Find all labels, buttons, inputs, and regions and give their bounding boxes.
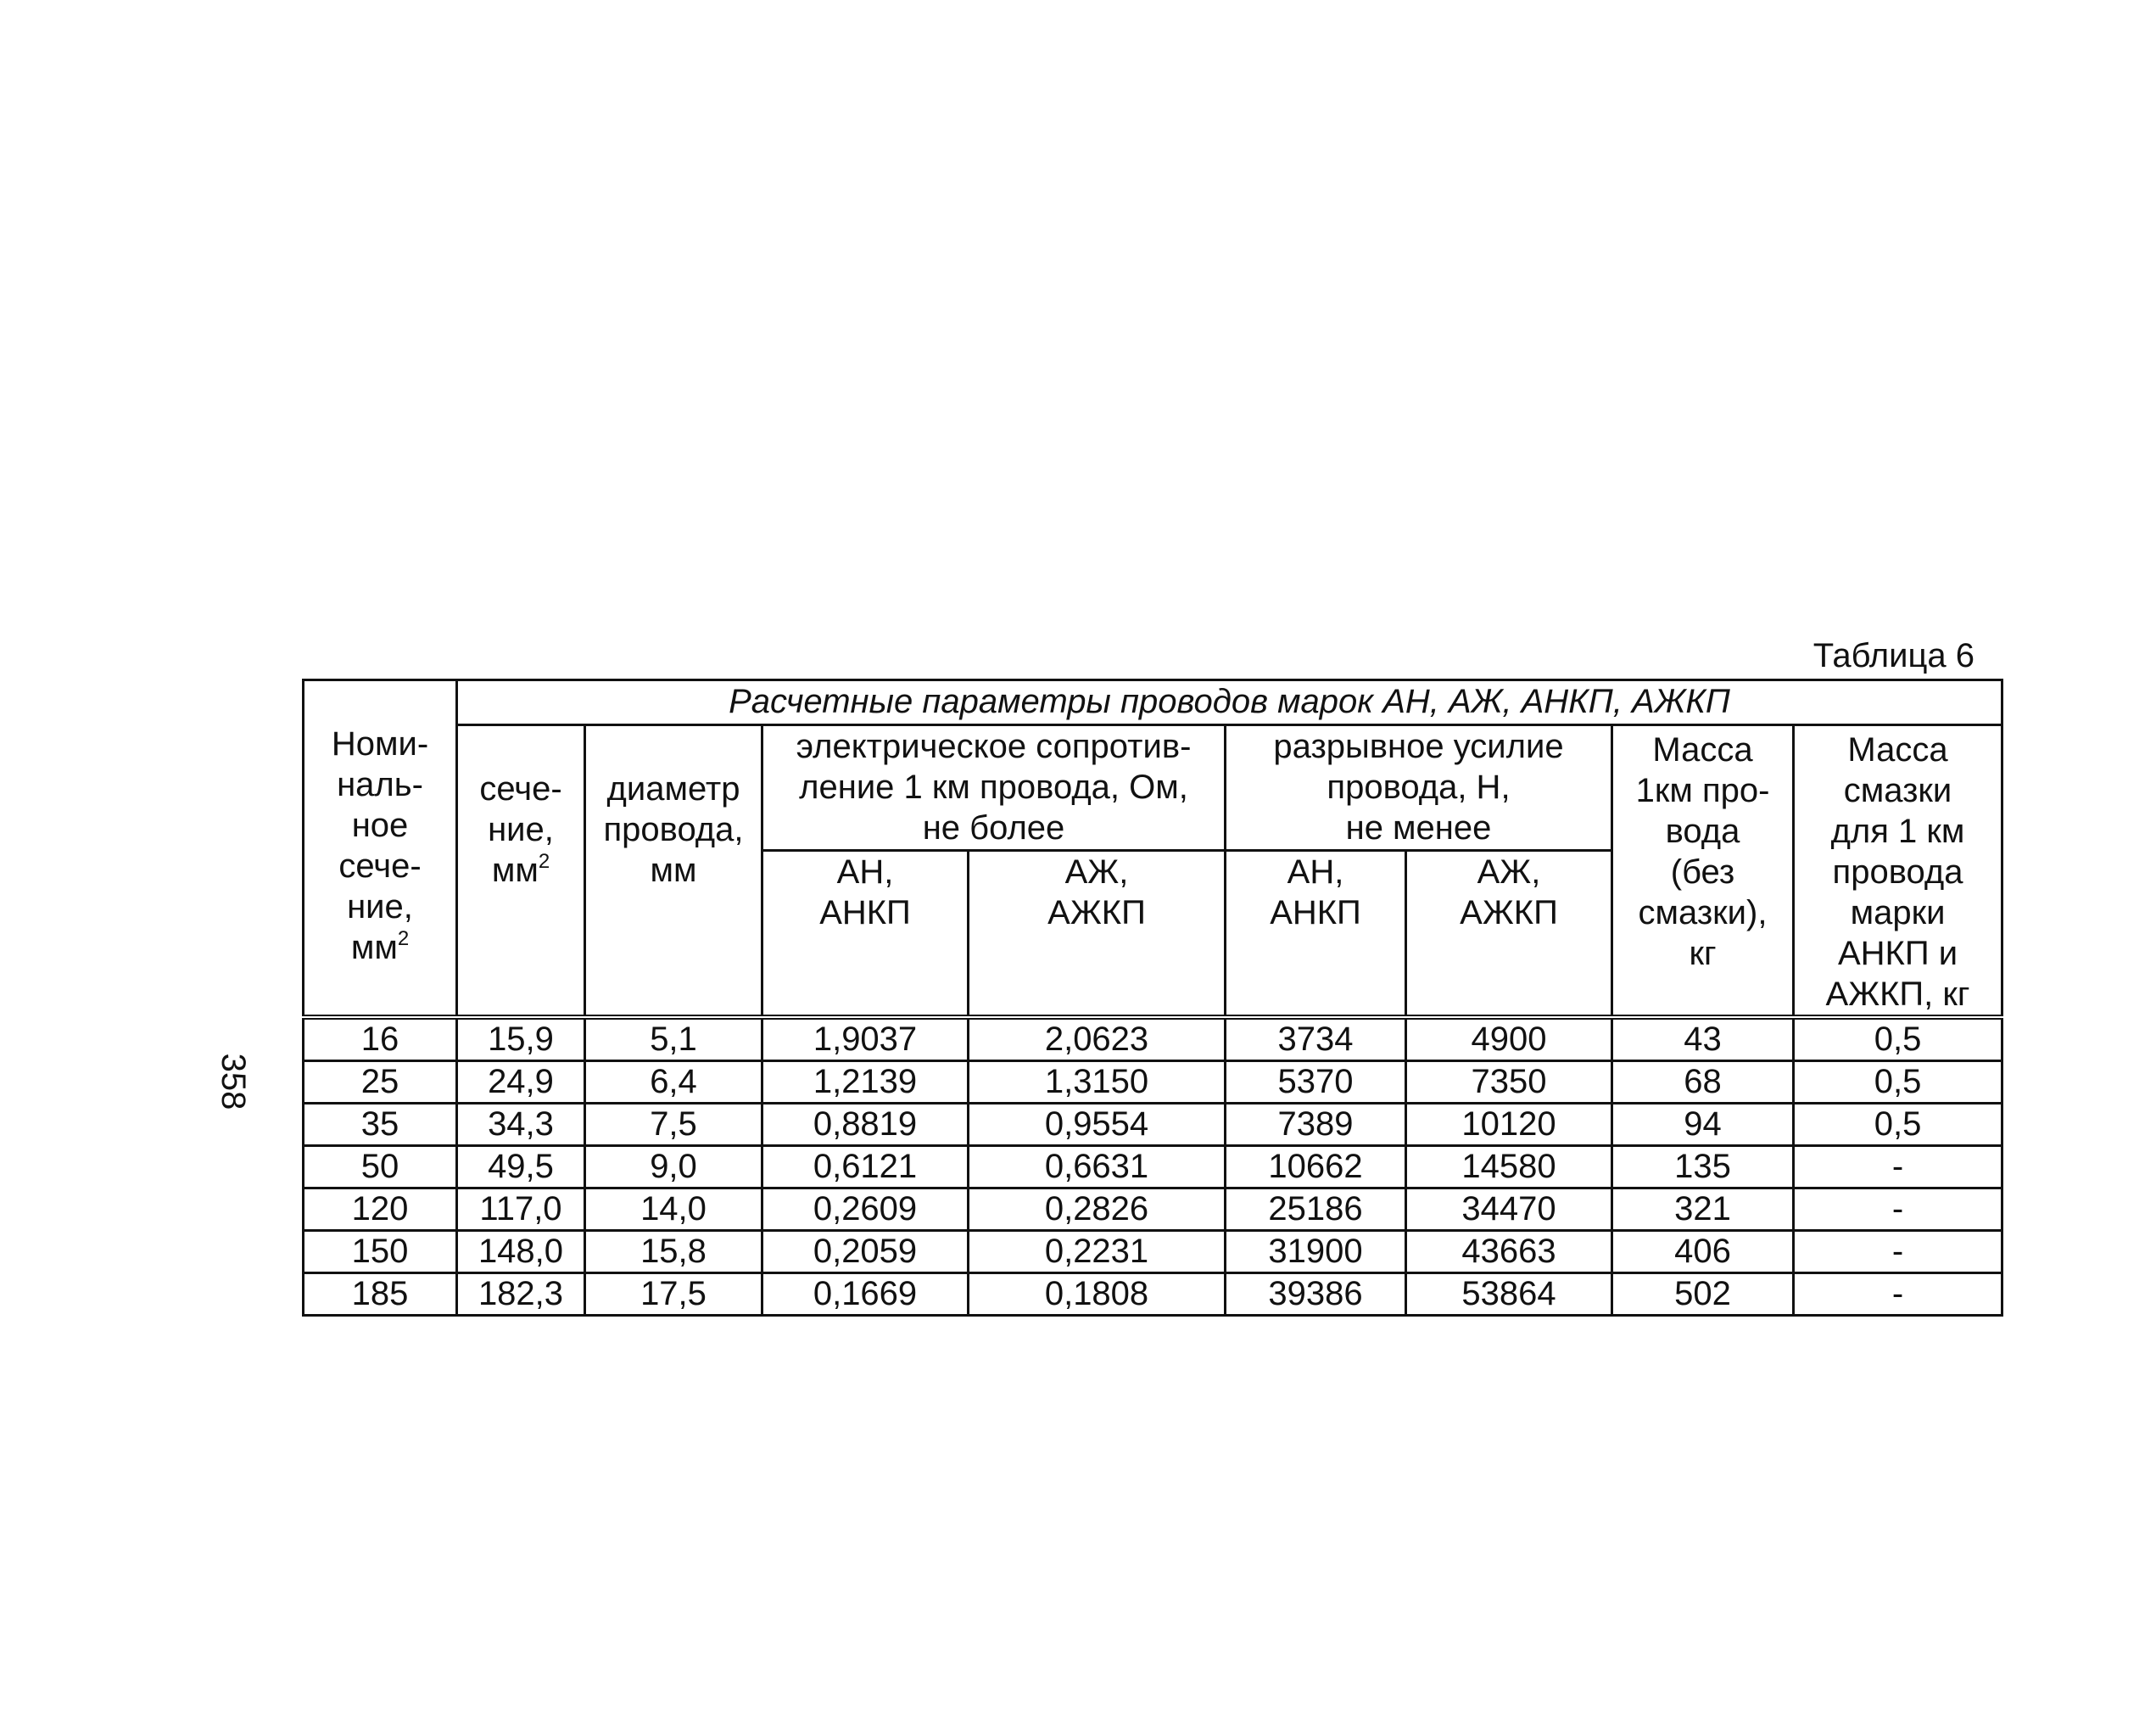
cell-force-azh: 34470: [1406, 1188, 1612, 1231]
cell-section: 15,9: [457, 1017, 585, 1061]
parameters-table: [302, 679, 2003, 1317]
cell-section: 117,0: [457, 1188, 585, 1231]
cell-resistance-an: 0,2059: [762, 1231, 969, 1273]
cell-diameter: 14,0: [585, 1188, 762, 1231]
header-mass: Масса 1км про- вода (без смазки), кг: [1612, 725, 1794, 1018]
cell-mass: 43: [1612, 1017, 1794, 1061]
table-row: [304, 1104, 2002, 1146]
cell-grease-mass: -: [1794, 1146, 2002, 1188]
table-row: [304, 1061, 2002, 1104]
table-header: [304, 680, 2002, 1018]
cell-force-azh: 4900: [1406, 1017, 1612, 1061]
cell-mass: 321: [1612, 1188, 1794, 1231]
cell-resistance-azh: 0,2826: [969, 1188, 1226, 1231]
cell-mass: 135: [1612, 1146, 1794, 1188]
header-force-azh: АЖ, АЖКП: [1406, 851, 1612, 1017]
cell-section: 34,3: [457, 1104, 585, 1146]
cell-force-azh: 53864: [1406, 1273, 1612, 1316]
cell-section: 24,9: [457, 1061, 585, 1104]
cell-resistance-an: 0,8819: [762, 1104, 969, 1146]
cell-resistance-azh: 0,9554: [969, 1104, 1226, 1146]
cell-force-azh: 10120: [1406, 1104, 1612, 1146]
cell-grease-mass: -: [1794, 1188, 2002, 1231]
page-number: 358: [215, 1053, 252, 1110]
cell-resistance-azh: 0,6631: [969, 1146, 1226, 1188]
cell-force-an: 5370: [1226, 1061, 1406, 1104]
cell-force-azh: 14580: [1406, 1146, 1612, 1188]
cell-nominal-section: 120: [304, 1188, 457, 1231]
cell-nominal-section: 35: [304, 1104, 457, 1146]
cell-force-azh: 43663: [1406, 1231, 1612, 1273]
cell-mass: 406: [1612, 1231, 1794, 1273]
header-nominal-section: Номи- наль- ное сече- ние, $мм^2$: [304, 680, 457, 1018]
cell-resistance-azh: 0,1808: [969, 1273, 1226, 1316]
cell-nominal-section: 50: [304, 1146, 457, 1188]
cell-resistance-an: 0,2609: [762, 1188, 969, 1231]
cell-nominal-section: 16: [304, 1017, 457, 1061]
header-resistance-an: АН, АНКП: [762, 851, 969, 1017]
table-row: [304, 1273, 2002, 1316]
cell-resistance-an: 1,2139: [762, 1061, 969, 1104]
header-force-an: АН, АНКП: [1226, 851, 1406, 1017]
cell-grease-mass: 0,5: [1794, 1061, 2002, 1104]
table-row: [304, 1231, 2002, 1273]
cell-resistance-azh: 1,3150: [969, 1061, 1226, 1104]
cell-nominal-section: 25: [304, 1061, 457, 1104]
cell-section: 49,5: [457, 1146, 585, 1188]
cell-diameter: 9,0: [585, 1146, 762, 1188]
cell-diameter: 7,5: [585, 1104, 762, 1146]
header-diameter: диаметр провода, мм: [585, 725, 762, 1018]
cell-diameter: 15,8: [585, 1231, 762, 1273]
cell-mass: 68: [1612, 1061, 1794, 1104]
cell-force-an: 3734: [1226, 1017, 1406, 1061]
header-resistance: электрическое сопротив- ление 1 км провода, Ом, не более: [762, 725, 1226, 851]
cell-resistance-an: 0,1669: [762, 1273, 969, 1316]
cell-nominal-section: 150: [304, 1231, 457, 1273]
cell-grease-mass: 0,5: [1794, 1017, 2002, 1061]
table-label: Таблица 6: [1812, 637, 1974, 674]
cell-mass: 502: [1612, 1273, 1794, 1316]
header-section: сече- ние, $мм^2$: [457, 725, 585, 1018]
cell-force-an: 7389: [1226, 1104, 1406, 1146]
cell-resistance-an: 0,6121: [762, 1146, 969, 1188]
cell-diameter: 5,1: [585, 1017, 762, 1061]
cell-nominal-section: 185: [304, 1273, 457, 1316]
cell-force-azh: 7350: [1406, 1061, 1612, 1104]
cell-mass: 94: [1612, 1104, 1794, 1146]
cell-diameter: 6,4: [585, 1061, 762, 1104]
table-row: [304, 1188, 2002, 1231]
cell-force-an: 31900: [1226, 1231, 1406, 1273]
cell-force-an: 39386: [1226, 1273, 1406, 1316]
cell-force-an: 25186: [1226, 1188, 1406, 1231]
table-row: [304, 1146, 2002, 1188]
table-body: [304, 1017, 2002, 1316]
cell-grease-mass: 0,5: [1794, 1104, 2002, 1146]
header-resistance-azh: АЖ, АЖКП: [969, 851, 1226, 1017]
cell-diameter: 17,5: [585, 1273, 762, 1316]
cell-grease-mass: -: [1794, 1273, 2002, 1316]
header-grease-mass: Масса смазки для 1 км провода марки АНКП и АЖКП, кг: [1794, 725, 2002, 1018]
cell-resistance-azh: 2,0623: [969, 1017, 1226, 1061]
table-row: [304, 1017, 2002, 1061]
cell-resistance-azh: 0,2231: [969, 1231, 1226, 1273]
cell-resistance-an: 1,9037: [762, 1017, 969, 1061]
header-breaking-force: разрывное усилие провода, Н, не менее: [1226, 725, 1612, 851]
cell-section: 148,0: [457, 1231, 585, 1273]
cell-section: 182,3: [457, 1273, 585, 1316]
cell-force-an: 10662: [1226, 1146, 1406, 1188]
cell-grease-mass: -: [1794, 1231, 2002, 1273]
header-main-title: Расчетные параметры проводов марок АН, АЖ, АНКП, АЖКП: [457, 680, 2002, 725]
